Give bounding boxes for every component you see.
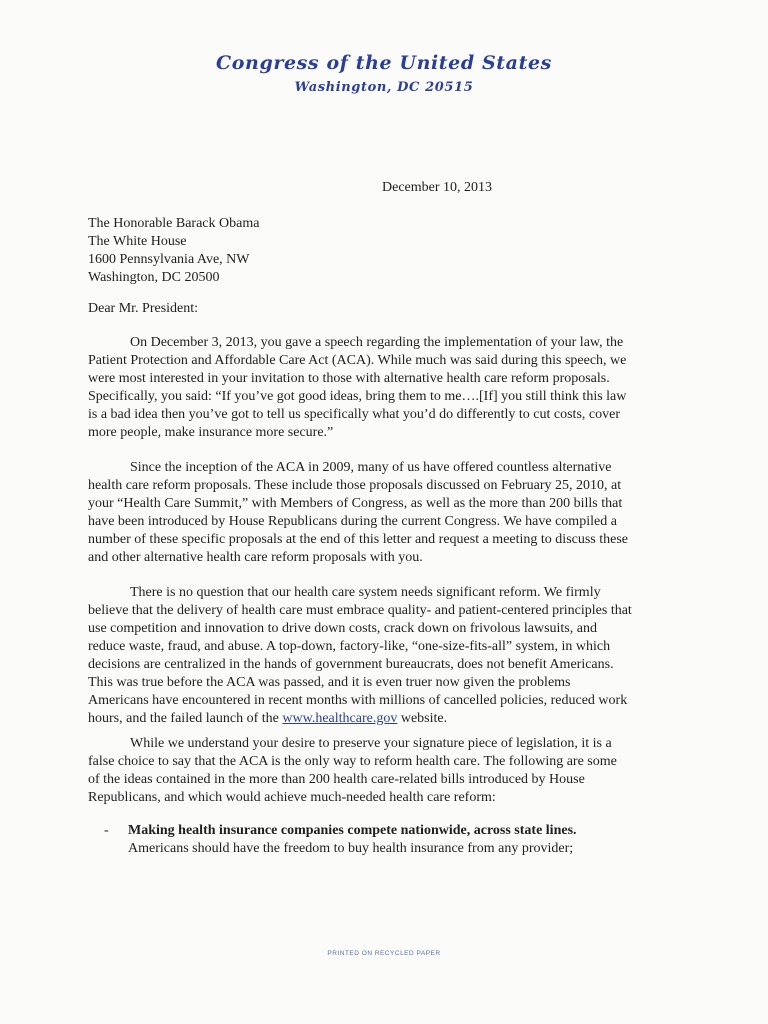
paragraph-4 [88,735,617,807]
paragraph-line: Since the inception of the ACA in 2009, many of us have offered countless alternative [130,460,612,475]
paragraph-line: On December 3, 2013, you gave a speech regarding the implementation of your law, the [130,335,624,350]
paragraph-3 [88,584,632,728]
healthcare-gov-link[interactable]: www.healthcare.gov [282,711,398,726]
letterhead-title: Congress of the United States [216,52,552,74]
recycled-paper-footer: PRINTED ON RECYCLED PAPER [327,950,441,957]
bullet-heading: Making health insurance companies compete nationwide, across state lines. [128,823,577,838]
paragraph-line: Republicans, and which would achieve much-needed health care reform: [88,790,496,805]
paragraph-line: is a bad idea then you’ve got to tell us specifically what you’d do differently to cut costs, cover [88,407,620,422]
letterhead-subtitle: Washington, DC 20515 [294,80,474,95]
paragraph-line: While we understand your desire to preserve your signature piece of legislation, it is a [130,736,612,751]
bullet-text: Americans should have the freedom to buy health insurance from any provider; [128,841,574,856]
paragraph-line [88,710,632,728]
paragraph-line: use competition and innovation to drive down costs, crack down on frivolous lawsuits, and [88,621,597,636]
paragraph-line: and other alternative health care reform proposals with you. [88,550,423,565]
address-line: 1600 Pennsylvania Ave, NW [88,252,250,267]
paragraph-line: more people, make insurance more secure.” [88,425,334,440]
paragraph-line: were most interested in your invitation to those with alternative health care reform proposals. [88,371,610,386]
address-line: Washington, DC 20500 [88,270,220,285]
paragraph-2 [88,459,628,567]
paragraph-line: Specifically, you said: “If you’ve got good ideas, bring them to me….[If] you still think this law [88,389,627,404]
paragraph-line: of the ideas contained in the more than 200 health care-related bills introduced by House [88,772,585,787]
paragraph-line: believe that the delivery of health care must embrace quality- and patient-centered principles that [88,603,632,618]
paragraph-line: have been introduced by House Republicans during the current Congress. We have compiled a [88,514,617,529]
letter-date: December 10, 2013 [382,180,493,195]
bullet-marker: - [104,823,109,838]
address-line: The White House [88,234,187,249]
paragraph-line: decisions are centralized in the hands of government bureaucrats, does not benefit Americans. [88,657,614,672]
paragraph-line: reduce waste, fraud, and abuse. A top-down, factory-like, “one-size-fits-all” system, in which [88,639,611,654]
paragraph-line: Patient Protection and Affordable Care Act (ACA). While much was said during this speech, we [88,353,627,368]
paragraph-line: This was true before the ACA was passed, and it is even truer now given the problems [88,675,571,690]
line-text: hours, and the failed launch of the [88,711,283,726]
paragraph-line: your “Health Care Summit,” with Members of Congress, as well as the more than 200 bills that [88,496,623,511]
recipient-address [88,215,259,287]
paragraph-line: number of these specific proposals at the end of this letter and request a meeting to discuss these [88,532,629,547]
paragraph-line: Americans have encountered in recent months with millions of cancelled policies, reduced work [88,693,628,708]
paragraph-line: There is no question that our health care system needs significant reform. We firmly [130,585,601,600]
paragraph-1 [88,334,626,442]
address-line: The Honorable Barack Obama [88,216,260,231]
line-text: website. [397,711,448,726]
paragraph-line: health care reform proposals. These include those proposals discussed on February 25, 2010, at [88,478,622,493]
salutation: Dear Mr. President: [88,301,199,316]
paragraph-line: false choice to say that the ACA is the only way to reform health care. The following are some [88,754,617,769]
